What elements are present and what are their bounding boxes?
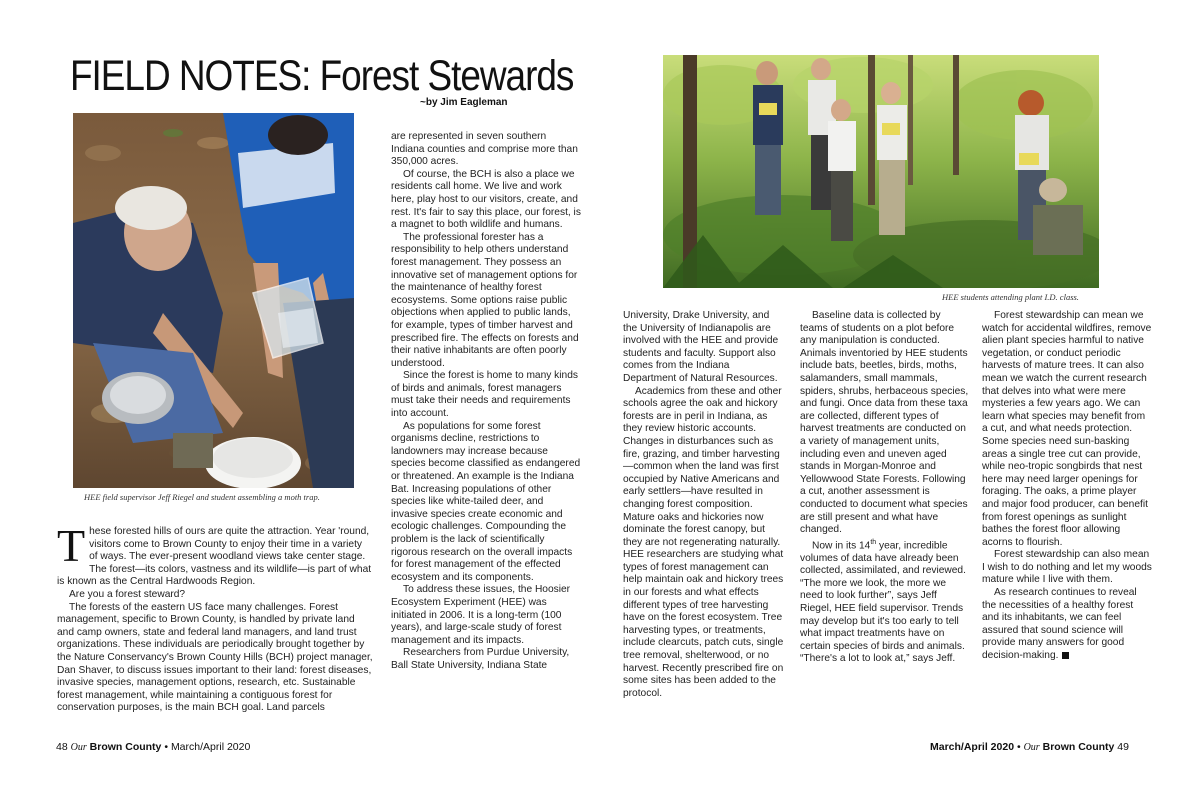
paragraph: Of course, the BCH is also a place we residents call home. We live and work here, play host to our visitors, create, and rest. It's fair to say this place, our forest, is a magnet to both wildlife and humans. [391,168,581,231]
folio-separator: • [164,741,169,753]
moth-trap-photo [73,113,354,488]
paragraph: Researchers from Purdue University, Ball State University, Indiana State [391,647,570,671]
paragraph: Now in its 14th year, incredible volumes of data have already been collected, assimilated, and reviewed. “The more we look, the more we need to look further”, says Jeff Riegel, HEE field supervisor. Trends may develop but it's too early to tell what impact treatments have on certain species of birds and animals. “There's a lot to look at,” says Jeff. [800,538,966,665]
issue-date: March/April 2020 [170,741,251,753]
paragraph: As research continues to reveal the necessities of a healthy forest and its inhabitants, we can feel assured that sound science will provide many answers for good decision-making. [982,587,1137,662]
plant-id-photo [663,55,1099,288]
paragraph: The professional forester has a responsibility to help others understand forest management. They possess an innovative set of management options for the maintenance of healthy forest ecosystems. Some options raise public objections when applied to public lands, for example, types of timber harvest and prescribed fire. The effects on forests and their native inhabitants are often poorly understood. [391,231,579,369]
paragraph: The forests of the eastern US face many challenges. Forest management, specific to Brown County, is handled by private land and camp owners, state and federal land managers, and land trust organizations. These individuals are periodically brought together by the Nature Conservancy's Brown County Hills (BCH) project manager, Dan Shaver, to discuss issues important to their land: forest diseases, invasive species, management options, research, etc. Sustainable forest management, while maintaining a contiguous forest for conservation purposes, is the main BCH goal. Land parcels [57,601,373,714]
left-folio [56,741,250,753]
column-1 [57,520,373,715]
column-4 [800,310,970,666]
plant-id-caption: HEE students attending plant I.D. class. [942,292,1079,302]
folio-separator: • [1016,741,1021,753]
left-page-number: 48 [56,741,68,753]
paragraph: Academics from these and other schools agree the oak and hickory forests are in peril in Indiana, as they review historic accounts. Changes in disturbances such as fire, grazing, and timber harvesting—common when the land was first occupied by Native Americans and early settlers—have resulted in changing forest composition. Mature oaks and hickories now dominate the forest canopy, but they are not regenerating naturally. HEE researchers are studying what types of forest management can help maintain oak and hickory trees in our forests and what effects different types of tree harvesting have on the forest ecosystem. Tree harvesting types, or treatments, include clearcuts, patch cuts, single tree removal, shelterwood, or no harvest. Recently prescribed fire on some sites has been added to the protocol. [623,385,784,699]
paragraph: University, Drake University, and the University of Indianapolis are involved with the HEE and provide students and faculty. Support also comes from the Indiana Department of Natural Resources. [623,310,779,384]
column-3 [623,310,785,700]
paragraph: As populations for some forest organisms decline, restrictions to landowners may increase because species become classified as endangered or threatened. An example is the Indiana Bat. Increasing populations of other species like white-tailed deer, and invasive species create economic and ecologic challenges. Compounding the problem is the lack of scientifically rigorous research on the overall impacts for forest management of the effected ecosystem and its components. [391,420,581,583]
our-wordmark: Our [1023,742,1040,753]
magazine-name: Brown County [89,741,162,753]
paragraph: Baseline data is collected by teams of students on a plot before any manipulation is conducted. Animals inventoried by HEE students include bats, beetles, birds, moths, salamanders, small mammals, spiders, shrubs, herbaceous species, and fungi. Once data from these taxa are collected, different types of harvest treatments are conducted on a variety of management units, including even and uneven aged stands in Morgan-Monroe and Yellowwood State Forests. Following a cut, another assessment is conducted to document what species are still present and what have changed. [800,310,969,536]
right-page [600,0,1200,800]
our-wordmark: Our [70,742,87,753]
paragraph: Forest stewardship can mean we watch for accidental wildfires, remove alien plant species harmful to native vegetation, or conduct periodic harvests of mature trees. It can also mean we watch the current research that delves into what were mere mysteries a few years ago. We can learn what species may benefit from a cut, and what needs protection. Some species need sun-basking areas a single tree cut can provide, while neo-tropic songbirds that nest here may need larger openings for foraging. The oaks, a prime player and major food producer, can benefit from forest openings as sunlight bathes the forest floor allowing acorns to flourish. [982,310,1152,548]
column-2 [391,131,581,673]
issue-date: March/April 2020 [930,741,1015,753]
right-folio [930,741,1129,753]
right-page-number: 49 [1117,741,1129,753]
paragraph: To address these issues, the Hoosier Ecosystem Experiment (HEE) was initiated in 2006. It is a long-term (100 years), and large-scale study of forest management and its impacts. [391,584,571,646]
paragraph: These forested hills of ours are quite the attraction. Year 'round, visitors come to Brown County to enjoy their time in a variety of ways. The ever-present woodland views take center stage. The forest—its colors, vastness and its wildlife—is part of what is known as the Central Hardwoods Region. [57,520,372,588]
paragraph: Are you a forest steward? [69,588,186,600]
column-5 [982,310,1152,663]
magazine-name: Brown County [1042,741,1115,753]
paragraph: Forest stewardship can also mean I wish to do nothing and let my woods mature while I live with them. [982,549,1152,586]
paragraph: Since the forest is home to many kinds of birds and animals, forest managers must take their needs and requirements into account. [391,370,578,420]
plant-id-image [663,55,1099,288]
article-title: FIELD NOTES: Forest Stewards [70,52,574,100]
moth-trap-caption: HEE field supervisor Jeff Riegel and student assembling a moth trap. [84,492,320,502]
moth-trap-image [73,113,354,488]
article-byline: ~by Jim Eagleman [420,97,508,108]
drop-cap: T [57,520,86,571]
paragraph: are represented in seven southern Indiana counties and comprise more than 350,000 acres. [391,131,578,168]
end-mark-icon [1062,652,1069,659]
